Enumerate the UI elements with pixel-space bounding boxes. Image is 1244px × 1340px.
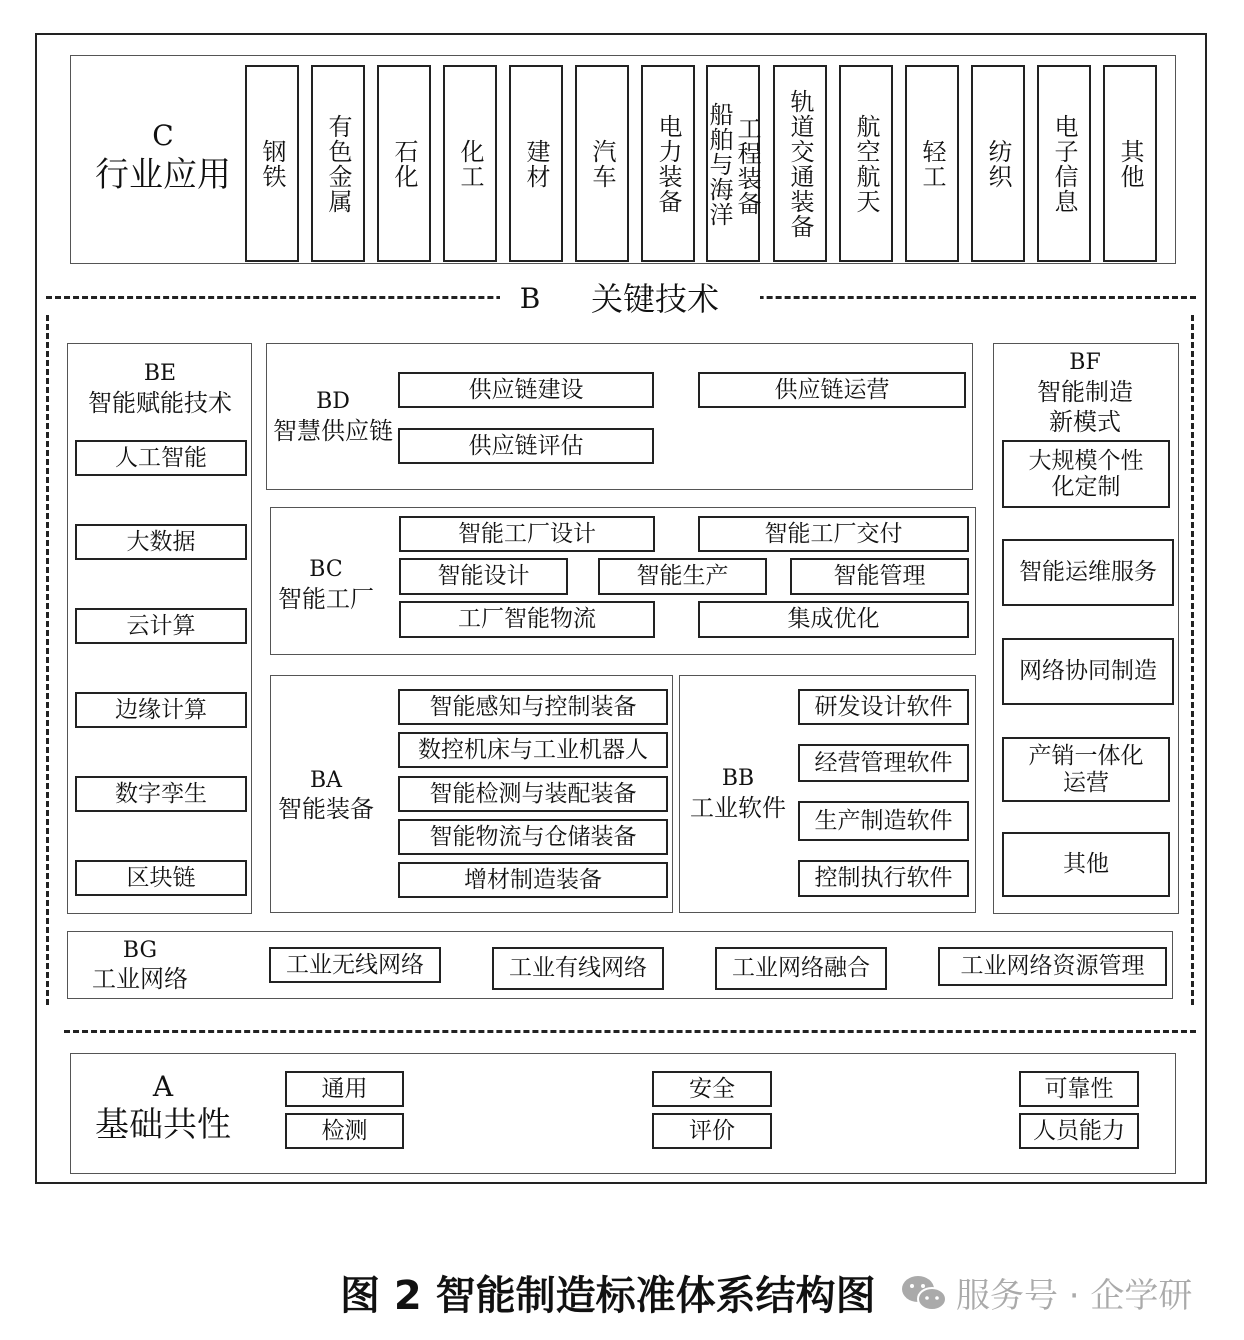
ba-item: 增材制造装备 bbox=[398, 862, 668, 898]
bg-title: 工业网络 bbox=[92, 965, 188, 993]
bf-item: 大规模个性化定制 bbox=[1002, 440, 1170, 508]
industry-col: 电子信息 bbox=[1037, 65, 1091, 262]
industry-col: 电力装备 bbox=[641, 65, 695, 262]
watermark bbox=[900, 1268, 1192, 1317]
bd-item: 供应链评估 bbox=[398, 428, 654, 464]
a-item: 评价 bbox=[652, 1113, 772, 1149]
bb-item: 生产制造软件 bbox=[798, 801, 969, 841]
industry-col: 钢铁 bbox=[245, 65, 299, 262]
industry-col: 建材 bbox=[509, 65, 563, 262]
bf-code: BF bbox=[1069, 350, 1101, 375]
ba-title: 智能装备 bbox=[278, 795, 374, 823]
a-item: 通用 bbox=[285, 1071, 404, 1107]
bd-item: 供应链运营 bbox=[698, 372, 966, 408]
bc-code: BC bbox=[309, 557, 343, 582]
be-item: 区块链 bbox=[75, 860, 247, 896]
industry-col: 航空航天 bbox=[839, 65, 893, 262]
a-item: 安全 bbox=[652, 1071, 772, 1107]
b-title: 关键技术 bbox=[590, 280, 720, 318]
bc-item: 智能管理 bbox=[790, 558, 969, 595]
c-title: 行业应用 bbox=[95, 155, 231, 195]
bg-item: 工业网络融合 bbox=[715, 947, 887, 990]
industry-col: 石化 bbox=[377, 65, 431, 262]
industry-col: 汽车 bbox=[575, 65, 629, 262]
b-dashed-left bbox=[46, 315, 49, 1005]
ba-item: 智能感知与控制装备 bbox=[398, 689, 668, 725]
bc-item: 智能工厂交付 bbox=[698, 516, 969, 552]
bd-title: 智慧供应链 bbox=[273, 417, 393, 445]
bg-item: 工业有线网络 bbox=[492, 947, 664, 990]
industry-col: 轻工 bbox=[905, 65, 959, 262]
bc-item: 智能生产 bbox=[598, 558, 767, 595]
bg-item: 工业无线网络 bbox=[269, 947, 441, 983]
be-item: 边缘计算 bbox=[75, 692, 247, 728]
wechat-icon bbox=[900, 1273, 948, 1313]
a-item: 可靠性 bbox=[1019, 1071, 1139, 1107]
a-item: 检测 bbox=[285, 1113, 404, 1149]
section-a bbox=[70, 1053, 1176, 1174]
bf-title-line1: 智能制造 bbox=[1037, 378, 1133, 406]
industry-col: 轨道交通装备 bbox=[773, 65, 827, 262]
bb-item: 研发设计软件 bbox=[798, 689, 969, 725]
b-code: B bbox=[519, 282, 541, 315]
figure-caption: 图 2 智能制造标准体系结构图 bbox=[340, 1273, 876, 1319]
bb-title: 工业软件 bbox=[690, 794, 786, 822]
bb-item: 经营管理软件 bbox=[798, 744, 969, 782]
be-item: 人工智能 bbox=[75, 440, 247, 476]
industry-col: 其他 bbox=[1103, 65, 1157, 262]
bf-item: 产销一体化运营 bbox=[1002, 737, 1170, 802]
a-item: 人员能力 bbox=[1019, 1113, 1139, 1149]
industry-col-ship: 船舶与海洋 工程装备 bbox=[706, 65, 760, 262]
industry-col: 有色金属 bbox=[311, 65, 365, 262]
bf-item: 智能运维服务 bbox=[1002, 539, 1174, 606]
bc-item: 集成优化 bbox=[698, 601, 969, 638]
be-code: BE bbox=[143, 361, 177, 386]
industry-col: 化工 bbox=[443, 65, 497, 262]
bc-item: 智能工厂设计 bbox=[399, 516, 655, 552]
bf-item: 其他 bbox=[1002, 832, 1170, 897]
industry-col: 纺织 bbox=[971, 65, 1025, 262]
bg-item: 工业网络资源管理 bbox=[938, 947, 1167, 986]
bb-item: 控制执行软件 bbox=[798, 860, 969, 897]
bf-item: 网络协同制造 bbox=[1002, 638, 1174, 705]
b-dashed-right bbox=[1191, 315, 1194, 1005]
c-code: C bbox=[152, 119, 174, 152]
watermark-text: 服务号 · 企学研 bbox=[956, 1276, 1193, 1316]
ba-code: BA bbox=[309, 768, 343, 793]
b-dashed-bottom bbox=[64, 1030, 1196, 1033]
be-title: 智能赋能技术 bbox=[88, 389, 232, 417]
bc-item: 工厂智能物流 bbox=[399, 601, 655, 638]
ba-item: 数控机床与工业机器人 bbox=[398, 732, 668, 768]
be-item: 云计算 bbox=[75, 608, 247, 644]
bd-code: BD bbox=[316, 389, 350, 414]
bf-title-line2: 新模式 bbox=[1049, 408, 1121, 436]
bd-item: 供应链建设 bbox=[398, 372, 654, 408]
bc-item: 智能设计 bbox=[399, 558, 568, 595]
bb-code: BB bbox=[721, 766, 755, 791]
a-title: 基础共性 bbox=[95, 1105, 231, 1145]
ba-item: 智能物流与仓储装备 bbox=[398, 819, 668, 855]
be-item: 大数据 bbox=[75, 524, 247, 560]
bc-title: 智能工厂 bbox=[278, 585, 374, 613]
be-item: 数字孪生 bbox=[75, 776, 247, 812]
a-code: A bbox=[152, 1070, 174, 1103]
bg-code: BG bbox=[122, 938, 158, 963]
ba-item: 智能检测与装配装备 bbox=[398, 776, 668, 812]
